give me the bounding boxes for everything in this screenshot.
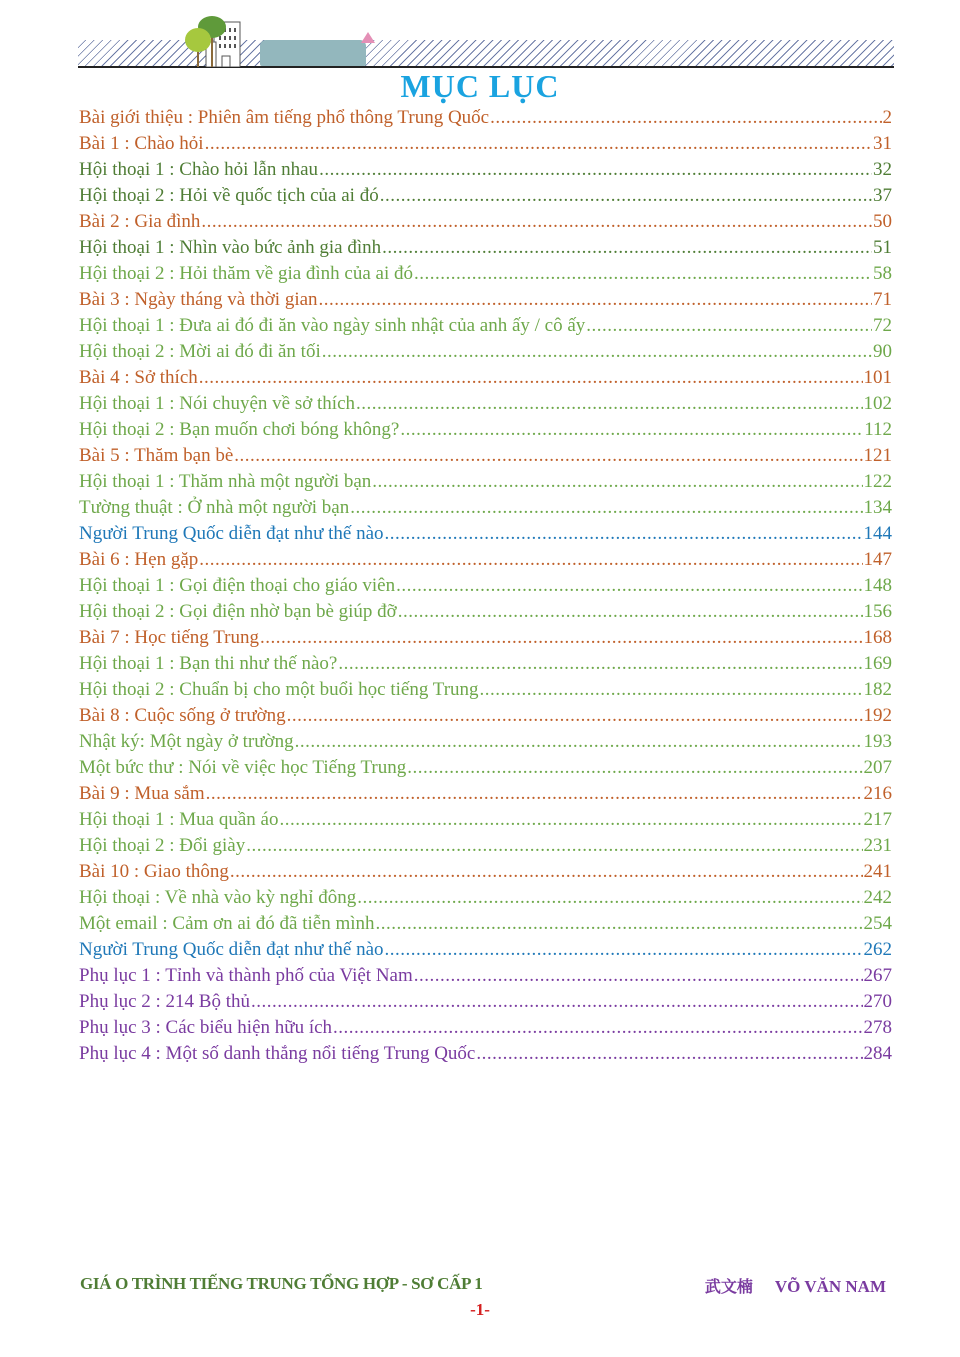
toc-entry-label: Bài 1 : Chào hỏi bbox=[79, 133, 204, 154]
toc-entry-label: Bài 4 : Sở thích bbox=[79, 367, 198, 388]
page-title: MỤC LỤC bbox=[400, 68, 560, 104]
toc-entry-page: 102 bbox=[863, 393, 892, 414]
toc-entry-label: Hội thoại 1 : Nhìn vào bức ảnh gia đình bbox=[79, 237, 382, 258]
toc-entry-label: Phụ lục 2 : 214 Bộ thủ bbox=[79, 991, 251, 1012]
toc-entry[interactable] bbox=[79, 937, 892, 963]
toc-entry-page: 242 bbox=[863, 887, 892, 908]
toc-entry[interactable] bbox=[79, 313, 892, 339]
dot-leader bbox=[205, 131, 872, 157]
author-chinese-name: 武文楠 bbox=[704, 1277, 753, 1296]
toc-entry-page: 169 bbox=[863, 653, 892, 674]
dot-leader bbox=[287, 703, 863, 729]
toc-entry[interactable] bbox=[79, 911, 892, 937]
page-number: -1- bbox=[470, 1300, 490, 1319]
dot-leader bbox=[357, 885, 862, 911]
toc-entry-page: 147 bbox=[863, 549, 892, 570]
toc-entry-label: Hội thoại 2 : Chuẩn bị cho một buổi học tiếng Trung bbox=[79, 679, 479, 700]
toc-entry-page: 168 bbox=[863, 627, 892, 648]
toc-entry[interactable] bbox=[79, 339, 892, 365]
author-block bbox=[705, 1274, 886, 1297]
toc-entry-page: 50 bbox=[873, 211, 892, 232]
toc-entry[interactable] bbox=[79, 963, 892, 989]
toc-entry-page: 207 bbox=[863, 757, 892, 778]
toc-entry[interactable] bbox=[79, 729, 892, 755]
dot-leader bbox=[372, 469, 862, 495]
toc-entry-page: 192 bbox=[863, 705, 892, 726]
toc-entry[interactable] bbox=[79, 989, 892, 1015]
dot-leader bbox=[319, 157, 872, 183]
toc-entry[interactable] bbox=[79, 833, 892, 859]
toc-entry-label: Bài 10 : Giao thông bbox=[79, 861, 229, 882]
toc-entry-label: Một email : Cảm ơn ai đó đã tiễn mình bbox=[79, 913, 375, 934]
toc-entry-page: 193 bbox=[863, 731, 892, 752]
toc-entry-page: 31 bbox=[873, 133, 892, 154]
dot-leader bbox=[338, 651, 862, 677]
dot-leader bbox=[356, 391, 862, 417]
toc-entry[interactable] bbox=[79, 235, 892, 261]
toc-entry-page: 182 bbox=[863, 679, 892, 700]
toc-entry[interactable] bbox=[79, 1041, 892, 1067]
dot-leader bbox=[400, 417, 863, 443]
toc-entry-label: Bài 8 : Cuộc sống ở trường bbox=[79, 705, 286, 726]
toc-entry-label: Nhật ký: Một ngày ở trường bbox=[79, 731, 294, 752]
toc-entry-page: 144 bbox=[863, 523, 892, 544]
toc-entry-label: Hội thoại 2 : Bạn muốn chơi bóng không? bbox=[79, 419, 400, 440]
toc-entry-page: 262 bbox=[863, 939, 892, 960]
dot-leader bbox=[385, 937, 863, 963]
toc-entry[interactable] bbox=[79, 287, 892, 313]
dot-leader bbox=[586, 313, 872, 339]
toc-entry-label: Hội thoại 2 : Mời ai đó đi ăn tối bbox=[79, 341, 321, 362]
dot-leader bbox=[201, 209, 872, 235]
toc-entry-page: 32 bbox=[873, 159, 892, 180]
toc-entry-label: Bài 7 : Học tiếng Trung bbox=[79, 627, 259, 648]
toc-entry[interactable] bbox=[79, 261, 892, 287]
toc-entry-label: Bài 6 : Hẹn gặp bbox=[79, 549, 199, 570]
dot-leader bbox=[380, 183, 872, 209]
toc-entry[interactable] bbox=[79, 677, 892, 703]
toc-entry[interactable] bbox=[79, 131, 892, 157]
triangle-icon bbox=[361, 32, 375, 43]
toc-entry[interactable] bbox=[79, 417, 892, 443]
toc-entry-page: 284 bbox=[863, 1043, 892, 1064]
toc-entry[interactable] bbox=[79, 573, 892, 599]
toc-entry-label: Hội thoại 1 : Gọi điện thoại cho giáo viên bbox=[79, 575, 396, 596]
dot-leader bbox=[333, 1015, 862, 1041]
toc-entry[interactable] bbox=[79, 105, 892, 131]
trees-building-icon bbox=[180, 8, 250, 67]
dot-leader bbox=[382, 235, 872, 261]
toc-entry-page: 216 bbox=[863, 783, 892, 804]
toc-entry[interactable] bbox=[79, 183, 892, 209]
dot-leader bbox=[414, 963, 863, 989]
toc-entry-page: 254 bbox=[863, 913, 892, 934]
toc-entry[interactable] bbox=[79, 495, 892, 521]
toc-entry-page: 90 bbox=[873, 341, 892, 362]
dot-leader bbox=[199, 365, 863, 391]
toc-entry-label: Hội thoại 2 : Đổi giày bbox=[79, 835, 246, 856]
toc-entry-label: Phụ lục 4 : Một số danh thắng nổi tiếng Trung Quốc bbox=[79, 1043, 476, 1064]
toc-entry-page: 58 bbox=[873, 263, 892, 284]
toc-entry-page: 37 bbox=[873, 185, 892, 206]
toc-entry[interactable] bbox=[79, 859, 892, 885]
toc-entry-label: Phụ lục 1 : Tỉnh và thành phố của Việt Nam bbox=[79, 965, 413, 986]
toc-entry-page: 72 bbox=[873, 315, 892, 336]
table-of-contents bbox=[79, 105, 892, 1067]
dot-leader bbox=[199, 547, 862, 573]
toc-entry-page: 112 bbox=[864, 419, 892, 440]
toc-entry[interactable] bbox=[79, 209, 892, 235]
toc-entry-label: Người Trung Quốc diễn đạt như thế nào bbox=[79, 523, 384, 544]
dot-leader bbox=[295, 729, 863, 755]
toc-entry-label: Hội thoại 2 : Hỏi thăm về gia đình của ai đó bbox=[79, 263, 414, 284]
toc-entry-label: Bài 9 : Mua sắm bbox=[79, 783, 205, 804]
toc-entry-page: 278 bbox=[863, 1017, 892, 1038]
toc-entry-page: 2 bbox=[882, 107, 892, 128]
dot-leader bbox=[279, 807, 862, 833]
dot-leader bbox=[350, 495, 862, 521]
dot-leader bbox=[396, 573, 862, 599]
toc-entry[interactable] bbox=[79, 391, 892, 417]
toc-entry[interactable] bbox=[79, 885, 892, 911]
toc-entry-page: 51 bbox=[873, 237, 892, 258]
toc-entry-page: 121 bbox=[863, 445, 892, 466]
toc-entry[interactable] bbox=[79, 469, 892, 495]
toc-entry[interactable] bbox=[79, 547, 892, 573]
toc-entry[interactable] bbox=[79, 651, 892, 677]
dot-leader bbox=[414, 261, 872, 287]
toc-entry-label: Tường thuật : Ở nhà một người bạn bbox=[79, 497, 350, 518]
dot-leader bbox=[206, 781, 863, 807]
toc-entry[interactable] bbox=[79, 703, 892, 729]
toc-entry[interactable] bbox=[79, 1015, 892, 1041]
toc-entry-page: 217 bbox=[863, 809, 892, 830]
toc-entry-label: Hội thoại 1 : Thăm nhà một người bạn bbox=[79, 471, 372, 492]
toc-entry[interactable] bbox=[79, 755, 892, 781]
toc-entry-page: 267 bbox=[863, 965, 892, 986]
toc-entry-page: 134 bbox=[863, 497, 892, 518]
dot-leader bbox=[319, 287, 872, 313]
toc-entry-label: Bài 2 : Gia đình bbox=[79, 211, 201, 232]
dot-leader bbox=[246, 833, 862, 859]
toc-entry-page: 122 bbox=[863, 471, 892, 492]
dot-leader bbox=[376, 911, 863, 937]
toc-entry-label: Một bức thư : Nói về việc học Tiếng Trung bbox=[79, 757, 407, 778]
toc-entry-label: Hội thoại 2 : Hỏi về quốc tịch của ai đó bbox=[79, 185, 379, 206]
dot-leader bbox=[480, 677, 863, 703]
toc-entry-page: 71 bbox=[873, 289, 892, 310]
dot-leader bbox=[385, 521, 863, 547]
author-name: VÕ VĂN NAM bbox=[774, 1277, 886, 1296]
page-footer bbox=[80, 1274, 890, 1298]
toc-entry[interactable] bbox=[79, 157, 892, 183]
dot-leader bbox=[322, 339, 872, 365]
toc-entry-label: Hội thoại 1 : Chào hỏi lẫn nhau bbox=[79, 159, 319, 180]
toc-entry-label: Phụ lục 3 : Các biểu hiện hữu ích bbox=[79, 1017, 333, 1038]
toc-entry[interactable] bbox=[79, 521, 892, 547]
book-title: GIÁ O TRÌNH TIẾNG TRUNG TỔNG HỢP - SƠ CẤP 1 bbox=[80, 1274, 483, 1293]
toc-entry[interactable] bbox=[79, 599, 892, 625]
toc-entry-label: Bài giới thiệu : Phiên âm tiếng phổ thông Trung Quốc bbox=[79, 107, 490, 128]
toc-entry-label: Hội thoại 1 : Nói chuyện về sở thích bbox=[79, 393, 356, 414]
dot-leader bbox=[398, 599, 863, 625]
toc-entry[interactable] bbox=[79, 807, 892, 833]
page-header bbox=[78, 0, 894, 68]
toc-entry-label: Bài 5 : Thăm bạn bè bbox=[79, 445, 234, 466]
dot-leader bbox=[476, 1041, 862, 1067]
toc-entry-label: Bài 3 : Ngày tháng và thời gian bbox=[79, 289, 318, 310]
toc-entry[interactable] bbox=[79, 625, 892, 651]
toc-entry-label: Người Trung Quốc diễn đạt như thế nào bbox=[79, 939, 384, 960]
dot-leader bbox=[251, 989, 862, 1015]
toc-entry-label: Hội thoại : Về nhà vào kỳ nghỉ đông bbox=[79, 887, 357, 908]
toc-entry-page: 101 bbox=[863, 367, 892, 388]
toc-entry-page: 156 bbox=[863, 601, 892, 622]
toc-entry[interactable] bbox=[79, 443, 892, 469]
dot-leader bbox=[490, 105, 881, 131]
toc-entry-page: 148 bbox=[863, 575, 892, 596]
dot-leader bbox=[230, 859, 863, 885]
toc-entry-page: 270 bbox=[863, 991, 892, 1012]
header-tab bbox=[260, 40, 366, 66]
toc-entry-label: Hội thoại 1 : Bạn thi như thế nào? bbox=[79, 653, 338, 674]
dot-leader bbox=[260, 625, 863, 651]
toc-entry-label: Hội thoại 1 : Mua quần áo bbox=[79, 809, 279, 830]
dot-leader bbox=[234, 443, 862, 469]
toc-entry[interactable] bbox=[79, 365, 892, 391]
toc-entry-page: 231 bbox=[863, 835, 892, 856]
toc-entry-page: 241 bbox=[863, 861, 892, 882]
toc-entry-label: Hội thoại 1 : Đưa ai đó đi ăn vào ngày sinh nhật của anh ấy / cô ấy bbox=[79, 315, 586, 336]
toc-entry[interactable] bbox=[79, 781, 892, 807]
dot-leader bbox=[407, 755, 862, 781]
toc-entry-label: Hội thoại 2 : Gọi điện nhờ bạn bè giúp đỡ bbox=[79, 601, 397, 622]
